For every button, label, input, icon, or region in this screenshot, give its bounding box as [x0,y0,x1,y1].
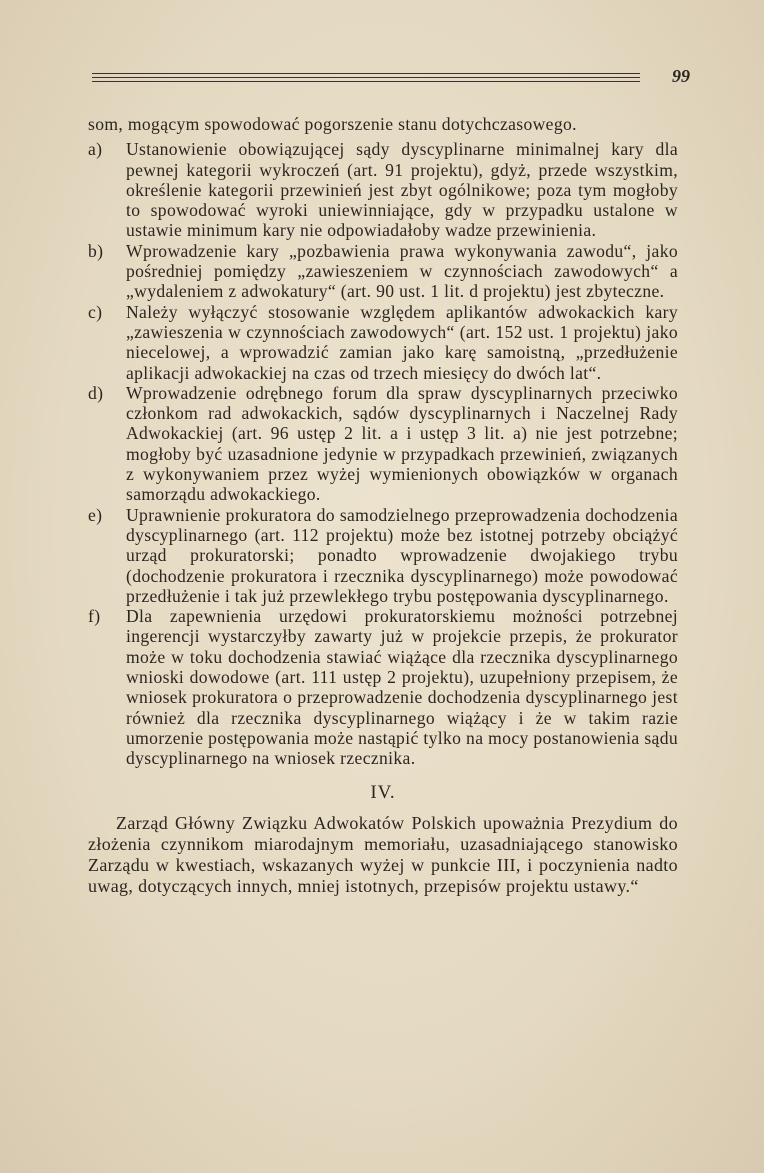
item-text: Ustanowienie obowiązującej sądy dyscyplinarne minimalnej kary dla pewnej kategorii wykroczeń (art. 91 projektu), gdyż, przede wszystkim, określenie kategorii przewinień jest zbyt ogólnikowe; poza tym mogłoby to spowodować wyroki uniewinniające, gdy w przypadku ustalone w ustawie minimum kary nie odpowiadałoby wadze przewinienia. [126,139,678,241]
continuation-paragraph: som, mogącym spowodować pogorszenie stanu dotychczasowego. [88,114,577,134]
item-label: a) [88,139,103,160]
item-label: b) [88,240,104,261]
closing-paragraph: Zarząd Główny Związku Adwokatów Polskich upoważnia Prezydium do złożenia czynnikom miarodajnym memoriału, uzasadniającego stanowisko Zarządu w kwestiach, wskazanych wyżej w punkcie III, i poczynienia nadto uwag, dotyczących innych, mniej istotnych, przepisów projektu ustawy.“ [88,812,678,896]
body-text [88,114,678,897]
section-heading: IV. [370,781,396,803]
item-text: Uprawnienie prokuratora do samodzielnego przeprowadzenia dochodzenia dyscyplinarnego (art. 112 projektu) może bez istotnej potrzeby obciążyć urząd prokuratorski; ponadto wprowadzenie dwojakiego trybu (dochodzenie prokuratora i rzecznika dyscyplinarnego) może powodować przedłużenie i tak już przewlekłego trybu postępowania dyscyplinarnego. [126,504,678,606]
item-label: d) [88,382,104,403]
page-header [92,64,702,94]
list-item [88,241,678,302]
list-item [88,383,678,505]
item-text: Dla zapewnienia urzędowi prokuratorskiemu możności potrzebnej ingerencji wystarczyłby zawarty już w projekcie przepis, że prokurator może w toku dochodzenia stawiać wiążące dla rzecznika dyscyplinarnego wnioski dowodowe (art. 111 ustęp 2 projektu), uzupełniony przepisem, że wniosek prokuratora o przeprowadzenie dochodzenia dyscyplinarnego jest również dla rzecznika dyscyplinarnego wiążący i że w takim razie umorzenie postępowania może nastąpić tylko na mocy postanowienia sądu dyscyplinarnego na wniosek rzecznika. [126,606,678,769]
list-item [88,606,678,768]
page-number: 99 [672,66,690,86]
item-text: Należy wyłączyć stosowanie względem aplikantów adwokackich kary „zawieszenia w czynnościach zawodowych“ (art. 152 ust. 1 projektu) jako niecelowej, a wprowadzić zamian jako karę samoistną, „przedłużenie aplikacji adwokackiej na czas od trzech miesięcy do dwóch lat“. [126,301,678,383]
item-label: f) [88,606,101,627]
list-item [88,505,678,606]
list-item [88,302,678,383]
item-text: Wprowadzenie odrębnego forum dla spraw dyscyplinarnych przeciwko członkom rad adwokackich, sądów dyscyplinarnych i Naczelnej Rady Adwokackiej (art. 96 ustęp 2 lit. a i ustęp 3 lit. a) nie jest potrzebne; mogłoby być uzasadnione jedynie w przypadkach przewinień, związanych z wykonywaniem przez wyżej wymienionych obowiązków w organach samorządu adwokackiego. [126,382,678,505]
list-item [88,139,678,240]
header-rule [92,73,640,74]
item-text: Wprowadzenie kary „pozbawienia prawa wykonywania zawodu“, jako pośredniej pomiędzy „zawieszeniem w czynnościach zawodowych“ a „wydaleniem z adwokatury“ (art. 90 ust. 1 lit. d projektu) jest zbyteczne. [126,240,678,302]
header-rule [92,81,640,82]
item-label: e) [88,504,103,525]
item-label: c) [88,301,103,322]
header-rule [92,77,640,78]
